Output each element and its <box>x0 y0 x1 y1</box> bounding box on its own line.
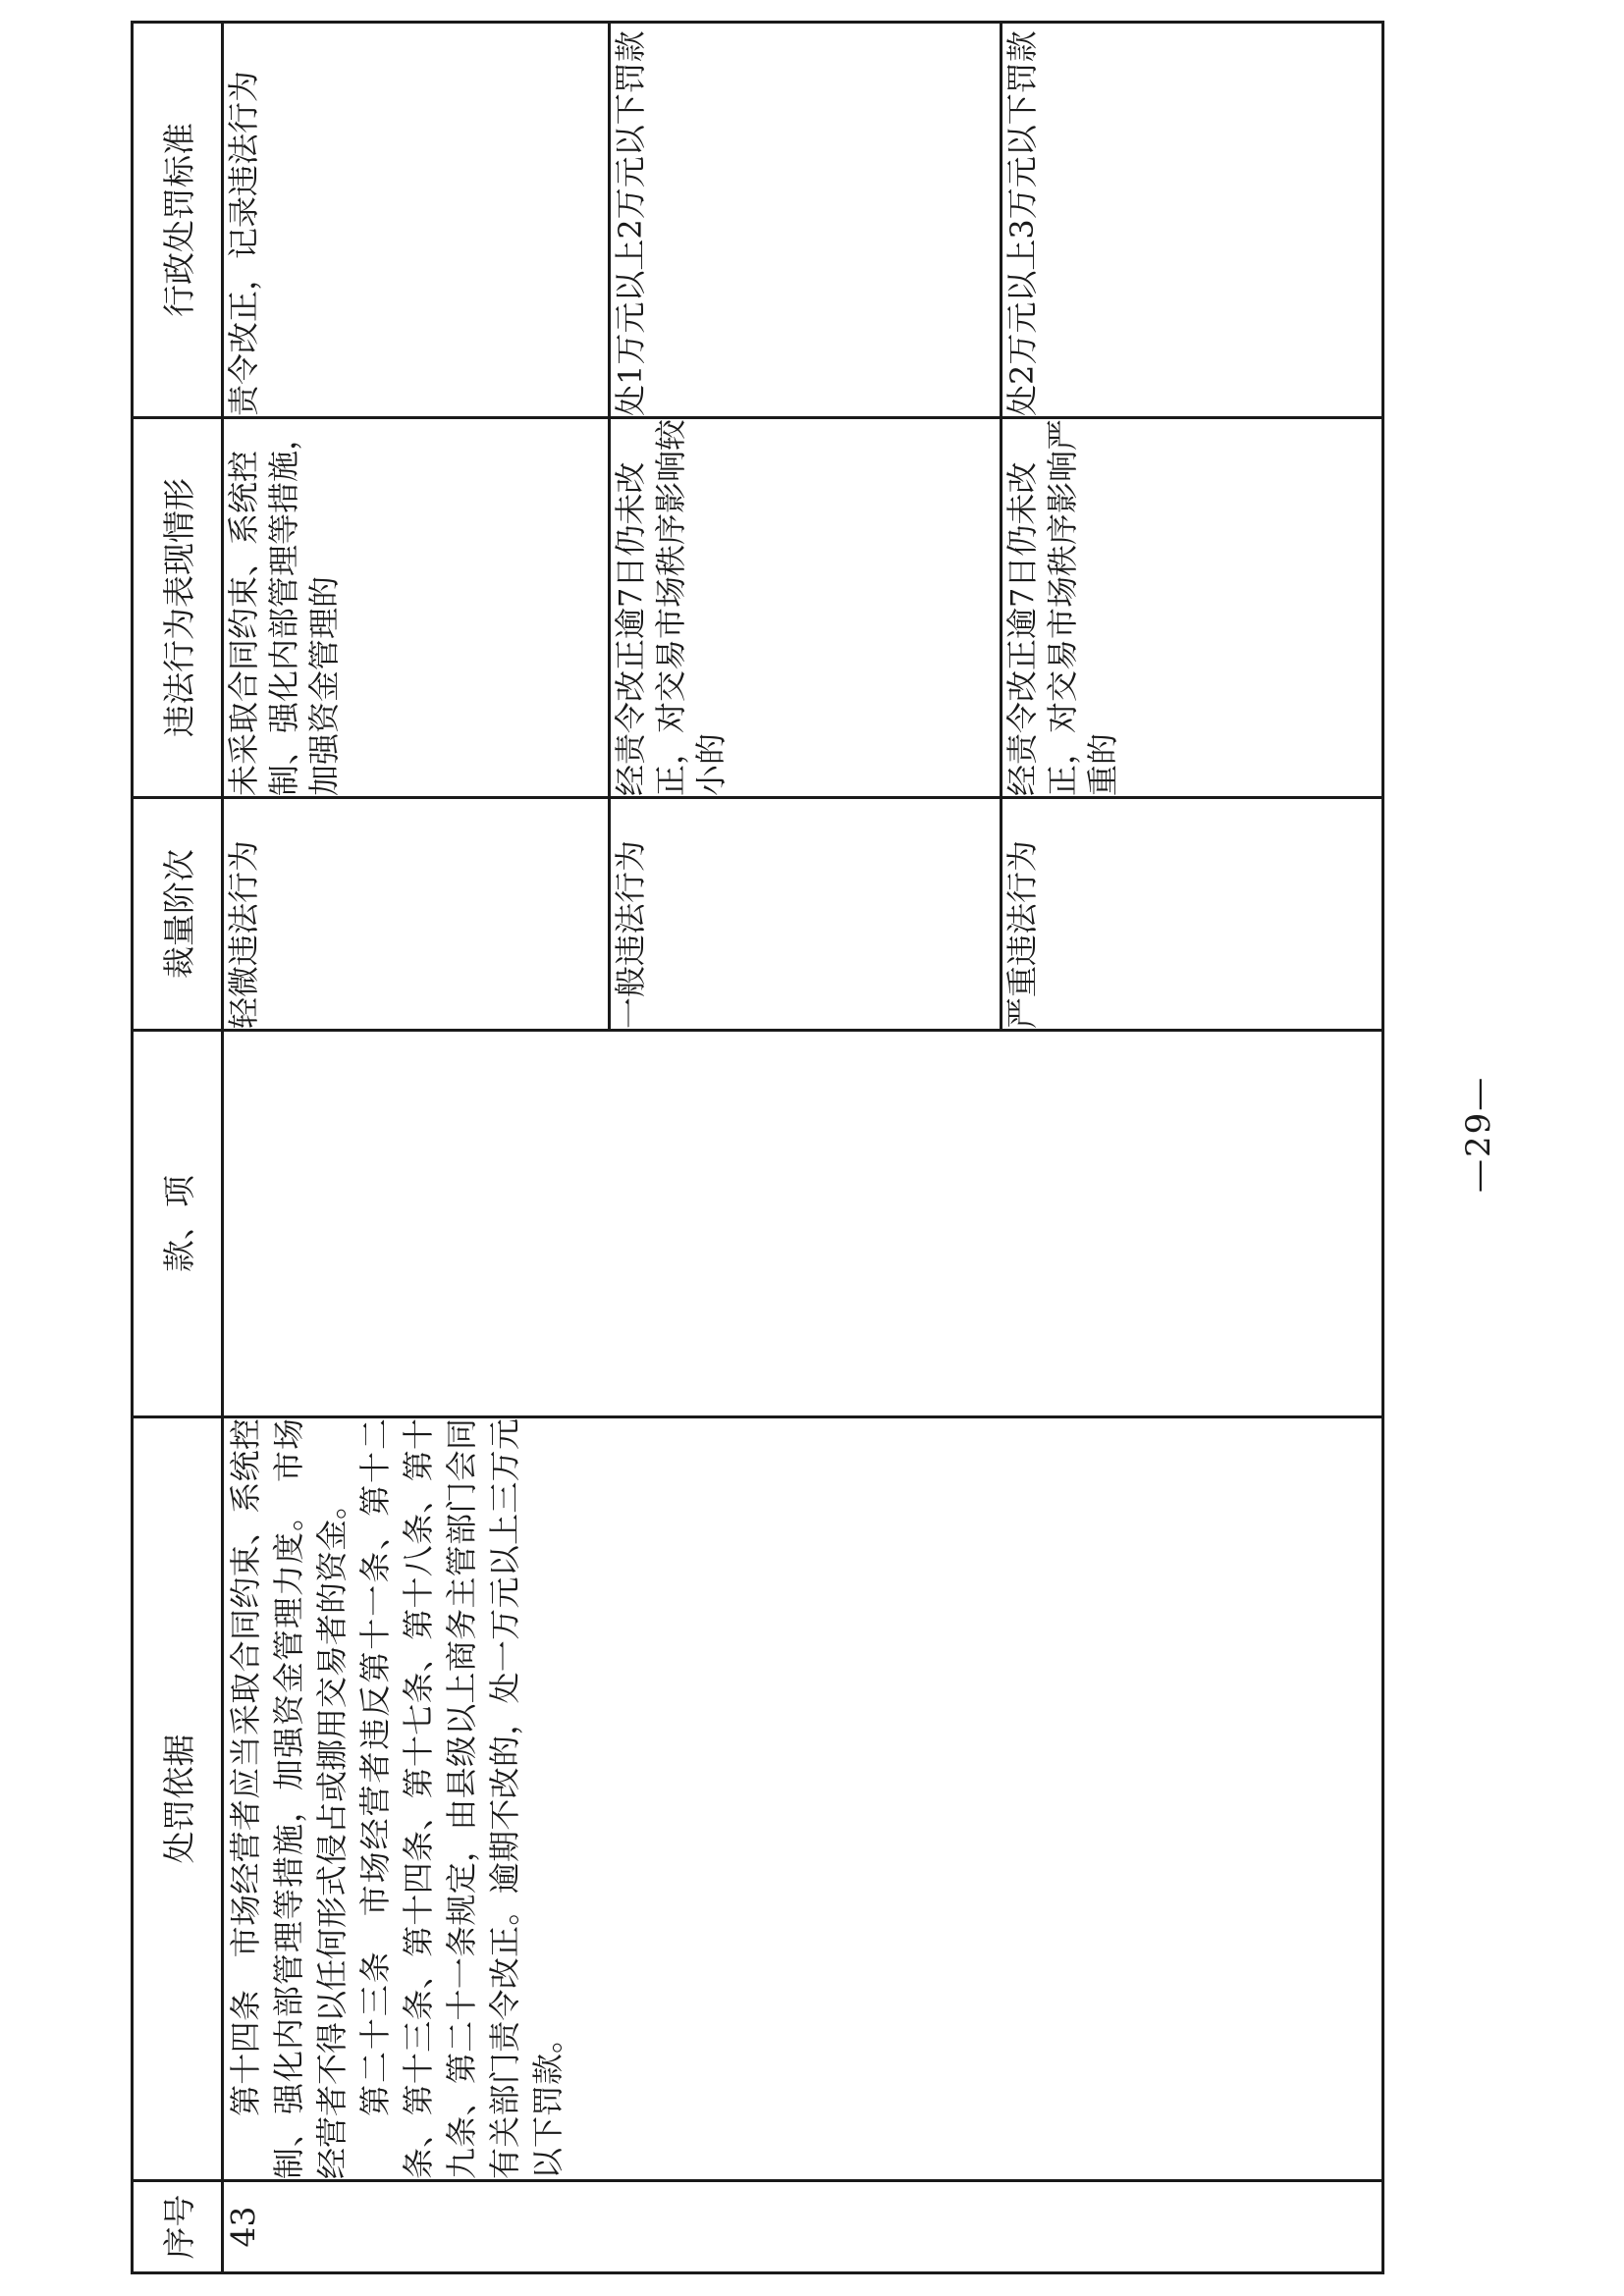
tier-situation-cell: 经责令改正逾7日仍未改正，对交易市场秩序影响严重的 <box>1001 418 1383 798</box>
tier-standard-cell: 责令改正，记录违法行为 <box>223 23 610 418</box>
basis-paragraph: 第十四条 市场经营者应当采取合同约束、系统控制、强化内部管理等措施，加强资金管理力度。 市场经营者不得以任何形式侵占或挪用交易者的资金。 <box>227 1418 351 2179</box>
row-seq-number: 43 <box>223 2181 1383 2273</box>
tier-standard-cell: 处1万元以上2万元以下罚款 <box>610 23 1001 418</box>
tier-level-cell: 一般违法行为 <box>610 798 1001 1031</box>
header-seq: 序号 <box>133 2181 223 2273</box>
tier-level-cell: 严重违法行为 <box>1001 798 1383 1031</box>
header-clause: 款、项 <box>133 1031 223 1417</box>
penalty-discretion-table <box>131 21 1384 2274</box>
tier-standard-cell: 处2万元以上3万元以下罚款 <box>1001 23 1383 418</box>
penalty-table-wrapper <box>131 24 1379 2274</box>
table-row <box>223 23 610 2273</box>
basis-paragraph: 第二十三条 市场经营者违反第十一条、第十二条、第十三条、第十四条、第十七条、第十八条、第十九条、第二十一条规定，由县级以上商务主管部门会同有关部门责令改正。逾期不改的，处一万元以上三万元以下罚款。 <box>356 1418 567 2179</box>
clause-cell <box>223 1031 1383 1417</box>
page-number: —29— <box>1459 1075 1498 1193</box>
table-header-row <box>133 23 223 2273</box>
header-basis: 处罚依据 <box>133 1417 223 2181</box>
header-level: 裁量阶次 <box>133 798 223 1031</box>
tier-situation-cell: 经责令改正逾7日仍未改正，对交易市场秩序影响较小的 <box>610 418 1001 798</box>
header-standard: 行政处罚标准 <box>133 23 223 418</box>
tier-level-cell: 轻微违法行为 <box>223 798 610 1031</box>
tier-situation-cell: 未采取合同约束、系统控制、强化内部管理等措施，加强资金管理的 <box>223 418 610 798</box>
penalty-basis-cell <box>223 1417 1383 2181</box>
header-situation: 违法行为表现情形 <box>133 418 223 798</box>
